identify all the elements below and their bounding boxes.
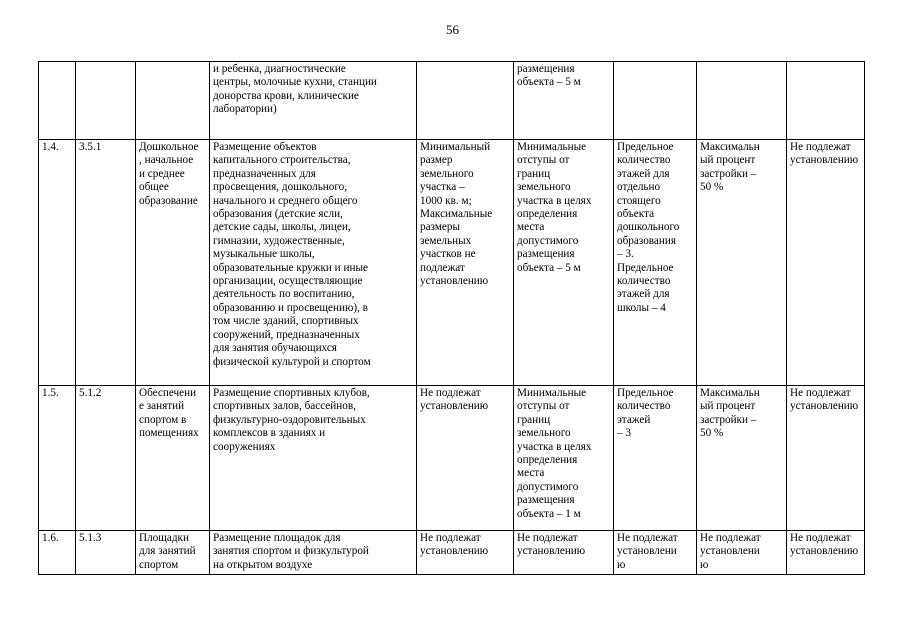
table-row	[39, 531, 865, 575]
coverage-cell: Не подлежат установлени ю	[697, 531, 787, 575]
setbacks-cell: размещения объекта – 5 м	[514, 62, 614, 140]
coverage-cell: Максимальн ый процент застройки – 50 %	[697, 140, 787, 386]
row-number-cell	[39, 62, 76, 140]
use-name-cell: Площадки для занятий спортом	[136, 531, 210, 575]
row-number-cell: 1.4.	[39, 140, 76, 386]
setbacks-cell: Минимальные отступы от границ земельного участка в целях определения места допустимого размещения объекта – 5 м	[514, 140, 614, 386]
plot-size-cell: Минимальный размер земельного участка – 1000 кв. м; Максимальные размеры земельных участков не подлежат установлению	[417, 140, 514, 386]
table-row	[39, 386, 865, 531]
plot-size-cell: Не подлежат установлению	[417, 386, 514, 531]
other-parameters-cell: Не подлежат установлению	[787, 531, 865, 575]
coverage-cell	[697, 62, 787, 140]
floors-cell: Предельное количество этажей для отдельно стоящего объекта дошкольного образования – 3. Предельное количество этажей для школы – 4	[614, 140, 697, 386]
use-code-cell: 5.1.2	[76, 386, 136, 531]
use-name-cell: Дошкольное , начальное и среднее общее образование	[136, 140, 210, 386]
use-code-cell: 3.5.1	[76, 140, 136, 386]
use-code-cell	[76, 62, 136, 140]
floors-cell	[614, 62, 697, 140]
use-description-cell: Размещение спортивных клубов, спортивных залов, бассейнов, физкультурно-оздоровительных комплексов в зданиях и сооружениях	[210, 386, 417, 531]
table-row	[39, 62, 865, 140]
use-description-cell: Размещение площадок для занятия спортом и физкультурой на открытом воздухе	[210, 531, 417, 575]
use-code-cell: 5.1.3	[76, 531, 136, 575]
row-number-cell: 1.5.	[39, 386, 76, 531]
other-parameters-cell: Не подлежат установлению	[787, 140, 865, 386]
other-parameters-cell	[787, 62, 865, 140]
row-number-cell: 1.6.	[39, 531, 76, 575]
land-use-regulations-table	[38, 61, 865, 575]
page-number: 56	[446, 22, 459, 37]
use-description-cell: и ребенка, диагностические центры, молочные кухни, станции донорства крови, клинические лаборатории)	[210, 62, 417, 140]
table-row	[39, 140, 865, 386]
use-name-cell	[136, 62, 210, 140]
floors-cell: Не подлежат установлени ю	[614, 531, 697, 575]
plot-size-cell	[417, 62, 514, 140]
use-description-cell: Размещение объектов капитального строительства, предназначенных для просвещения, дошкольного, начального и среднего общего образования (детские ясли, детские сады, школы, лицеи, гимназии, художественные, музыкальные школы, образовательные кружки и иные организации, осуществляющие деятельность по воспитанию, образованию и просвещению), в том числе зданий, спортивных сооружений, предназначенных для занятия обучающихся физической культурой и спортом	[210, 140, 417, 386]
floors-cell: Предельное количество этажей – 3	[614, 386, 697, 531]
plot-size-cell: Не подлежат установлению	[417, 531, 514, 575]
setbacks-cell: Не подлежат установлению	[514, 531, 614, 575]
setbacks-cell: Минимальные отступы от границ земельного участка в целях определения места допустимого размещения объекта – 1 м	[514, 386, 614, 531]
coverage-cell: Максимальн ый процент застройки – 50 %	[697, 386, 787, 531]
use-name-cell: Обеспечени е занятий спортом в помещениях	[136, 386, 210, 531]
other-parameters-cell: Не подлежат установлению	[787, 386, 865, 531]
